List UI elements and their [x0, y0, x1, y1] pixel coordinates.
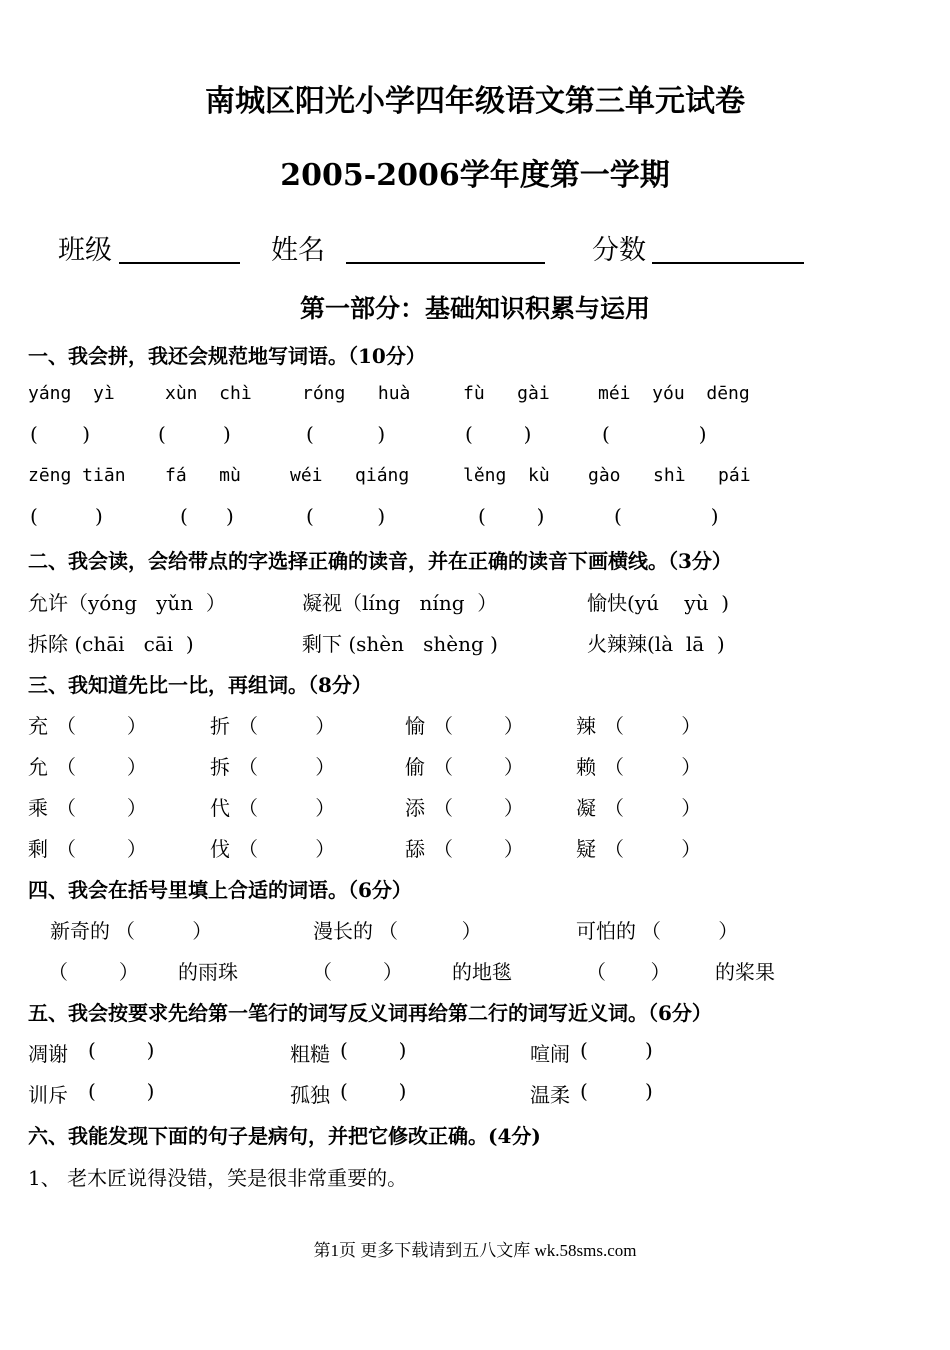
reading-choice[interactable]: 愉快(yú yù ): [587, 591, 730, 615]
answer-bracket[interactable]: ( ): [180, 504, 234, 528]
compare-char: 愉: [405, 714, 425, 738]
pinyin: wéi qiáng: [290, 465, 410, 486]
class-label: 班级: [58, 235, 112, 266]
answer-bracket[interactable]: （ ）: [312, 960, 403, 984]
answer-bracket[interactable]: （ ）: [604, 714, 702, 738]
compare-char: 拆: [210, 755, 230, 779]
answer-bracket[interactable]: ( ): [580, 1079, 653, 1103]
name-field[interactable]: [346, 262, 545, 264]
pinyin: gào shì pái: [588, 465, 751, 486]
answer-bracket[interactable]: （ ）: [48, 960, 139, 984]
answer-bracket[interactable]: （ ）: [433, 796, 524, 820]
answer-bracket[interactable]: （ ）: [238, 755, 336, 779]
answer-bracket[interactable]: （ ）: [433, 714, 524, 738]
page-footer: 第1页 更多下载请到五八文库 wk.58sms.com: [313, 1241, 637, 1260]
exam-title: 南城区阳光小学四年级语文第三单元试卷: [205, 84, 745, 119]
compare-char: 代: [210, 796, 230, 820]
pinyin: yáng yì: [28, 383, 115, 404]
fill-word-prompt: 的雨珠: [178, 960, 238, 984]
reading-choice[interactable]: 剩下 (shèn shèng ): [302, 632, 498, 656]
pinyin: zēng tiān: [28, 465, 126, 486]
pinyin: fá mù: [165, 465, 241, 486]
answer-bracket[interactable]: （ ）: [641, 919, 739, 943]
answer-bracket[interactable]: ( ): [478, 504, 545, 528]
fill-word-prompt: 新奇的: [50, 919, 110, 943]
word-prompt: 孤独: [290, 1083, 330, 1107]
section-3-title: 三、我知道先比一比，再组词。（8分）: [28, 673, 372, 697]
section-2-title: 二、我会读，会给带点的字选择正确的读音，并在正确的读音下画横线。（3分）: [28, 549, 732, 573]
exam-subtitle: 2005-2006学年度第一学期: [280, 158, 670, 193]
answer-bracket[interactable]: ( ): [580, 1038, 653, 1062]
answer-bracket[interactable]: （ ）: [604, 755, 702, 779]
answer-bracket[interactable]: ( ): [158, 422, 231, 446]
answer-bracket[interactable]: ( ): [340, 1079, 407, 1103]
answer-bracket[interactable]: ( ): [306, 422, 386, 446]
compare-char: 疑: [576, 837, 596, 861]
answer-bracket[interactable]: （ ）: [56, 755, 147, 779]
compare-char: 赖: [576, 755, 596, 779]
pinyin: lěng kù: [463, 465, 550, 486]
fill-word-prompt: 的桨果: [715, 960, 775, 984]
class-field[interactable]: [119, 262, 240, 264]
compare-char: 辣: [576, 714, 596, 738]
compare-char: 伐: [210, 837, 230, 861]
compare-char: 剩: [28, 837, 48, 861]
answer-bracket[interactable]: ( ): [465, 422, 532, 446]
answer-bracket[interactable]: （ ）: [586, 960, 671, 984]
section-5-title: 五、我会按要求先给第一笔行的词写反义词再给第二行的词写近义词。（6分）: [28, 1001, 712, 1025]
word-prompt: 粗糙: [290, 1042, 330, 1066]
name-label: 姓名: [271, 235, 325, 266]
fill-word-prompt: 漫长的: [313, 919, 373, 943]
answer-bracket[interactable]: ( ): [340, 1038, 407, 1062]
word-prompt: 温柔: [530, 1083, 570, 1107]
compare-char: 允: [28, 755, 48, 779]
compare-char: 乘: [28, 796, 48, 820]
part-title: 第一部分：基础知识积累与运用: [299, 294, 650, 323]
word-prompt: 训斥: [28, 1083, 68, 1107]
answer-bracket[interactable]: （ ）: [433, 755, 524, 779]
answer-bracket[interactable]: （ ）: [604, 837, 702, 861]
score-field[interactable]: [652, 262, 804, 264]
faulty-sentence: 1、 老木匠说得没错，笑是很非常重要的。: [28, 1166, 408, 1190]
answer-bracket[interactable]: （ ）: [238, 714, 336, 738]
reading-choice[interactable]: 火辣辣(là lā ): [587, 632, 725, 656]
answer-bracket[interactable]: （ ）: [604, 796, 702, 820]
reading-choice[interactable]: 拆除 (chāi cāi ): [28, 632, 194, 656]
fill-word-prompt: 的地毯: [452, 960, 512, 984]
reading-choice[interactable]: 允许（yóng yǔn ）: [28, 591, 226, 615]
pinyin: xùn chì: [165, 383, 252, 404]
section-4-title: 四、我会在括号里填上合适的词语。（6分）: [28, 878, 412, 902]
pinyin: róng huà: [302, 383, 411, 404]
answer-bracket[interactable]: ( ): [88, 1038, 155, 1062]
compare-char: 偷: [405, 755, 425, 779]
compare-char: 添: [405, 796, 425, 820]
reading-choice[interactable]: 凝视（líng níng ）: [302, 591, 498, 615]
compare-char: 凝: [576, 796, 596, 820]
compare-char: 舔: [405, 837, 425, 861]
answer-bracket[interactable]: ( ): [88, 1079, 155, 1103]
pinyin: fù gài: [463, 383, 550, 404]
answer-bracket[interactable]: （ ）: [378, 919, 482, 943]
answer-bracket[interactable]: ( ): [30, 422, 91, 446]
pinyin: méi yóu dēng: [598, 383, 750, 404]
compare-char: 折: [210, 714, 230, 738]
word-prompt: 喧闹: [530, 1042, 570, 1066]
answer-bracket[interactable]: （ ）: [115, 919, 213, 943]
answer-bracket[interactable]: （ ）: [238, 796, 336, 820]
section-1-title: 一、我会拼，我还会规范地写词语。（10分）: [28, 344, 426, 368]
score-label: 分数: [592, 235, 646, 266]
answer-bracket[interactable]: （ ）: [433, 837, 524, 861]
answer-bracket[interactable]: （ ）: [56, 837, 147, 861]
answer-bracket[interactable]: ( ): [306, 504, 386, 528]
answer-bracket[interactable]: ( ): [30, 504, 103, 528]
fill-word-prompt: 可怕的: [576, 919, 636, 943]
answer-bracket[interactable]: （ ）: [56, 714, 147, 738]
section-6-title: 六、我能发现下面的句子是病句，并把它修改正确。(4分): [28, 1124, 541, 1148]
word-prompt: 凋谢: [28, 1042, 68, 1066]
answer-bracket[interactable]: （ ）: [238, 837, 336, 861]
answer-bracket[interactable]: （ ）: [56, 796, 147, 820]
compare-char: 充: [28, 714, 48, 738]
answer-bracket[interactable]: ( ): [602, 422, 707, 446]
answer-bracket[interactable]: ( ): [614, 504, 719, 528]
